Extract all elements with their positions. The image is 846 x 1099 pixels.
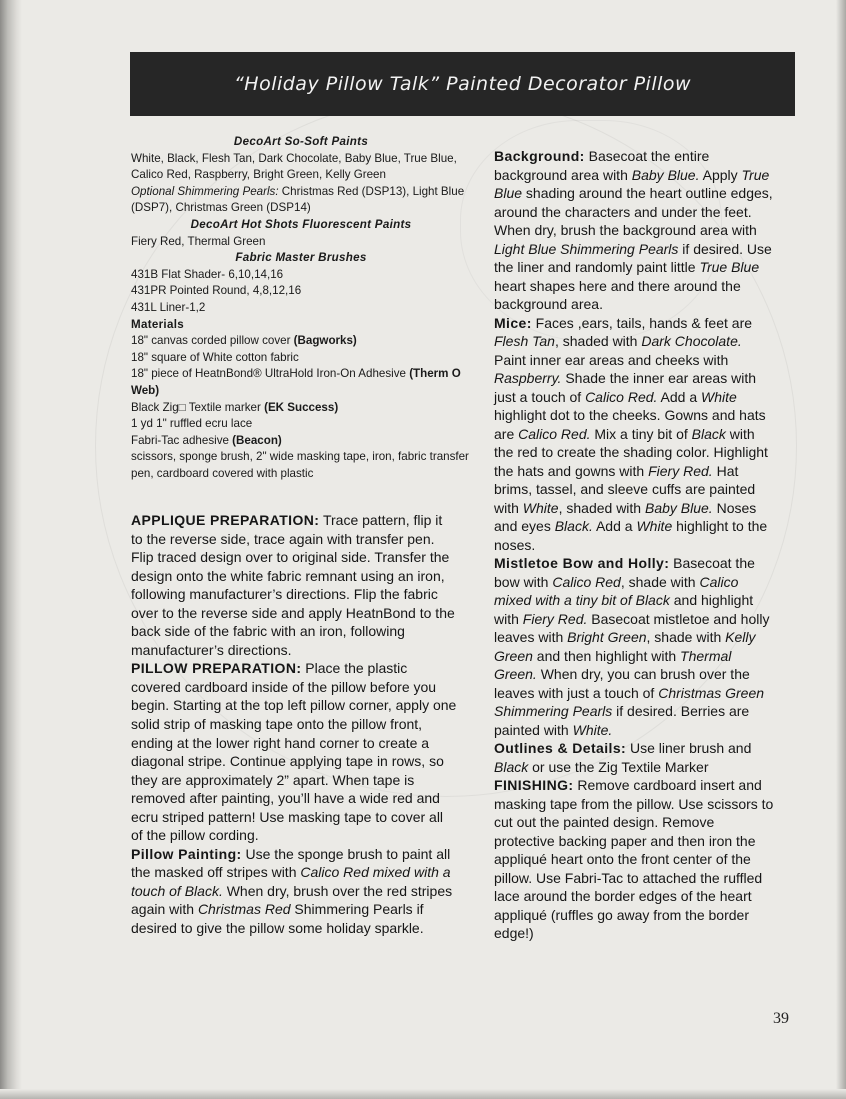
brush-item: 431B Flat Shader- 6,10,14,16 [131,267,284,281]
instruction-text: Trace pattern, flip it to the reverse side, trace again with transfer pen. Flip traced design over to original side. Transfer the design onto the white fabric remnant using an iron, following manufacturer’s directions. Flip the fabric over to the reverse side and apply HeatnBond to the back side of the fabric with an iron, following manufacturer’s directions. [131,512,455,658]
paint-name: White. [572,721,613,738]
paint-name: Flesh Tan [494,333,555,349]
material-item-brand: (Therm O Web) [131,367,461,397]
paint-name: Kelly Green [494,629,756,664]
paint-name: Bright Green [567,629,647,645]
paint-name: Black [494,758,529,775]
paint-name: True Blue [699,259,760,275]
paint-name: White [522,499,559,516]
instruction-text: and highlight with [494,592,754,627]
instruction-paragraph [131,659,457,844]
instruction-paragraph [494,314,776,555]
decoart-paints-header: DecoArt So-Soft Paints [233,135,369,148]
page-edge-bottom [0,1089,846,1099]
optional-pearls [131,184,471,217]
material-item-text: 18" square of White cotton fabric [131,350,299,364]
instruction-text: Hat brims, tassel, and sleeve cuffs are painted with [494,462,756,516]
instruction-text: Basecoat mistletoe and holly leaves with [494,610,770,645]
paint-name: Dark Chocolate. [641,333,742,349]
paint-name: Fiery Red. [648,462,713,479]
material-item-text: scissors, sponge brush, 2" wide masking tape, iron, fabric transfer pen, cardboard covered with plastic [131,450,469,480]
paint-name: Calico Red mixed with a touch of Black. [131,864,451,899]
section-label: Mistletoe Bow and Holly: [494,555,670,571]
brush-item: 431PR Pointed Round, 4,8,12,16 [131,284,302,298]
paint-name: Black [691,425,726,442]
section-label: Outlines & Details: [494,740,627,756]
instruction-paragraph [494,147,776,314]
instruction-text: highlight dot to the cheeks. Gowns and hats are [494,407,766,442]
right-instructions-column [494,147,776,943]
paint-name: Raspberry. [494,370,562,386]
optional-pearls-label: Optional Shimmering Pearls: [131,184,279,198]
material-item [131,333,471,350]
instruction-text: shading around the heart outline edges, around the characters and under the feet. When dry, brush the background area with [494,185,773,238]
optional-pearls-list: Christmas Red (DSP13), Light Blue (DSP7), Christmas Green (DSP14) [131,184,465,215]
materials-label: Materials [131,317,184,331]
material-item-brand: (Beacon) [232,433,282,447]
instruction-text: Add a [657,388,702,405]
material-item [131,433,471,450]
paint-name: Thermal Green. [494,647,732,682]
instruction-text: , shade with [620,573,700,590]
section-label: PILLOW PREPARATION: [131,660,302,677]
paint-name: Calico Red. [585,388,658,405]
section-label: Background: [494,148,585,164]
material-item [131,400,471,417]
instruction-text: Shade the inner ear areas with just a touch of [494,370,757,405]
instruction-text: , shade with [646,629,726,645]
material-item-text: Black Zig□ Textile marker [131,400,265,414]
instruction-paragraph [494,776,776,943]
instruction-paragraph [494,554,776,739]
instruction-text: Paint inner ear areas and cheeks with [494,351,729,368]
instruction-text: and then highlight with [532,647,681,664]
instruction-paragraph [131,845,457,938]
instruction-text: Shimmering Pearls if desired to give the pillow some holiday sparkle. [131,901,424,937]
instruction-text: Add a [592,518,637,534]
material-item-brand: (EK Success) [264,400,339,414]
material-item [131,449,471,482]
instruction-text: Place the plastic covered cardboard inside of the pillow before you begin. Starting at the top left pillow corner, apply one solid strip of masking tape onto the pillow front, ending at the lower right hand corner to create a diagonal stripe. Continue applying tape in rows, so they are approximately 2” apart. When tape is removed after painting, you’ll have a wide red and ecru striped pattern! Use masking tape to cover all of the pillow cording. [131,660,457,844]
material-item-text: 18" canvas corded pillow cover [131,334,294,348]
instruction-text: When dry, brush over the red stripes again with [131,882,453,918]
instruction-text: if desired. Berries are painted with [494,703,750,738]
page-edge-right [836,0,846,1099]
paint-name: White [701,388,737,405]
instruction-text: if desired. Use the liner and randomly paint little [494,240,772,275]
materials-list [131,134,471,482]
instruction-text: heart shapes here and there around the background area. [494,277,741,312]
paint-name: Baby Blue. [644,499,713,516]
paint-name: Calico Red [552,573,621,590]
instruction-text: Use liner brush and [626,740,752,756]
instruction-text: Mix a tiny bit of [590,425,692,442]
section-label: Pillow Painting: [131,845,242,862]
instruction-text: Use the sponge brush to paint all the masked off stripes with [131,845,451,881]
instruction-paragraph [494,739,776,776]
paint-name: Black. [554,518,593,534]
instruction-paragraph [131,511,457,659]
material-item-brand: (Bagworks) [293,334,357,348]
instruction-text: or use the Zig Textile Marker [528,758,709,775]
paint-name: White [636,518,673,534]
section-label: APPLIQUE PREPARATION: [131,512,320,528]
brushes-header: Fabric Master Brushes [235,251,367,265]
paint-name: Christmas Red [197,901,291,918]
material-item [131,366,471,399]
material-item-text: Fabri-Tac adhesive [131,433,233,447]
instruction-text: Apply [699,166,742,183]
hotshots-list: Fiery Red, Thermal Green [131,234,266,248]
instruction-text: Remove cardboard insert and masking tape from the pillow. Use scissors to cut out the painted design. Remove protective backing paper and then iron the appliqué heart onto the front center of the pillow. Use Fabri-Tac to attached the ruffled lace around the border edges of the heart appliqué (ruffles go away from the border edge!) [494,777,774,941]
paint-name: Calico Red. [518,425,591,442]
page-title: “Holiday Pillow Talk” Painted Decorator Pillow [233,73,692,95]
paint-name: Fiery Red. [522,610,588,627]
material-item-text: 1 yd 1" ruffled ecru lace [131,417,253,431]
paint-name: True Blue [494,166,770,201]
paint-name: Calico mixed with a tiny bit of Black [494,573,739,608]
instruction-text: , shaded with [558,499,645,516]
brush-item: 431L Liner-1,2 [131,300,206,314]
hotshots-header: DecoArt Hot Shots Fluorescent Paints [190,217,412,231]
instruction-text: , shaded with [554,333,642,349]
paint-name: Christmas Green Shimmering Pearls [494,684,765,719]
instruction-text: Basecoat the bow with [494,555,755,590]
decoart-paints-list: White, Black, Flesh Tan, Dark Chocolate, Baby Blue, True Blue, Calico Red, Raspberry, Bright Green, Kelly Green [131,151,457,182]
instruction-text: highlight to the noses. [494,518,768,553]
left-instructions-column [131,511,457,938]
paint-name: Baby Blue. [631,166,700,183]
material-item [131,350,471,367]
instruction-text: When dry, you can brush over the leaves with just a touch of [494,666,750,701]
section-label: Mice: [494,314,532,331]
instruction-text: Faces ,ears, tails, hands & feet are [531,314,753,331]
material-item [131,416,471,433]
instruction-text: with the red to create the shading color. Highlight the hats and gowns with [494,425,768,479]
instruction-text: Basecoat the entire background area with [494,148,710,183]
page-number: 39 [773,1010,789,1027]
material-item-text: 18" piece of HeatnBond® UltraHold Iron-On Adhesive [131,367,410,381]
title-banner [130,52,795,116]
paint-name: Light Blue Shimmering Pearls [494,240,679,257]
section-label: FINISHING: [494,777,574,793]
book-spine-shadow [0,0,22,1099]
instruction-text: Noses and eyes [494,499,757,534]
